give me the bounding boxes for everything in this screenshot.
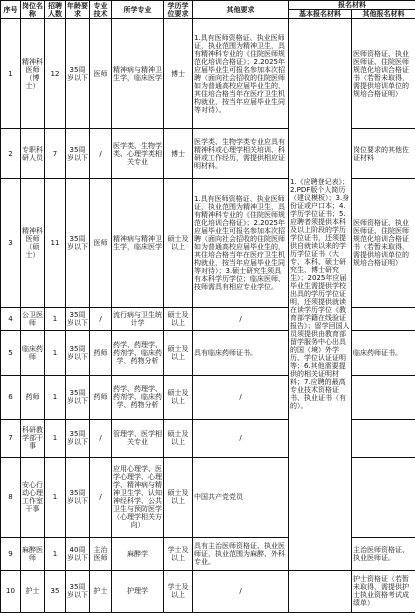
- cell-seq: 4: [1, 308, 21, 331]
- cell-major: 管理学、医学相关专业: [112, 419, 164, 457]
- cell-position: 科研教学部干事: [21, 419, 45, 457]
- header-degree: 学历学位要求: [164, 1, 193, 19]
- cell-other-materials: [352, 375, 415, 419]
- cell-other: 1.具有医师资格证、执业医师证，执业范围为精神卫生，具有精神科专业的《住院医师规范化培训合格证》；2.2025年应届毕业生可报名参加本次招聘（面向社会招收的住院医师如为普通高校应届毕业生的，其住培合格当年在医疗卫生机构就业，按当年应届毕业生同等对待）。: [193, 19, 289, 129]
- cell-other: 具有临床药师证书。: [193, 331, 289, 375]
- cell-count: 1: [45, 308, 66, 331]
- cell-degree: 硕士及以上: [164, 331, 193, 375]
- cell-basic-materials: 1.《应聘登记表》；2.PDF版个人简历（建议模板）；3.身份证或户口本；4.学历学位证书；5.应聘者须提供本科及以上阶段的学历学位证书，还须提供自就读以来的学历学位证书（大专、本科、硕士研究生、博士研究生）；2025年应届毕业生需提供学校出具的学历学位证明，还须提供就读在读学历学位《教育部学籍在线验证报告》；留学回国人员须提供由教育部留学服务中心出具的国（境）外学历、学位认证证明等；6.其他需要提供的相关证明材料；7.应聘的最高专业技术资格证书、执业证书（有的）。: [289, 19, 352, 571]
- cell-title: 医师: [90, 19, 112, 129]
- cell-age: 35周岁以下: [66, 331, 90, 375]
- cell-age: 35周岁以下: [66, 129, 90, 179]
- header-materials: 报名材料: [289, 1, 415, 10]
- table-row: [1, 179, 415, 308]
- cell-position: 护士: [21, 570, 45, 612]
- cell-seq: 7: [1, 419, 21, 457]
- cell-title: 药师: [90, 375, 112, 419]
- header-age: 年龄要求: [67, 1, 88, 18]
- cell-major: 应用心理学、医学心理学、心理学、精神病与精神卫生学、认知神经科学、公共卫生与预防医学（心理学相关方向）: [112, 457, 164, 537]
- cell-count: 1: [45, 331, 66, 375]
- cell-major: 医学类、生物学类、心理学类相关专业: [112, 129, 164, 179]
- cell-degree: 硕士及以上: [164, 419, 193, 457]
- cell-seq: 9: [1, 537, 21, 570]
- cell-position: 麻醉医师: [21, 537, 45, 570]
- cell-basic-materials-empty: [289, 570, 352, 612]
- cell-other: /: [193, 419, 289, 457]
- table-row: [1, 457, 415, 537]
- cell-major: 麻醉学: [112, 537, 164, 570]
- cell-other: 医学类、生物学类专业应具有精神科或心理学相关培训、科研或工作经历，需提供相应证明材料。: [193, 129, 289, 179]
- cell-age: 35周岁以下: [66, 308, 90, 331]
- table-row: [1, 570, 415, 612]
- cell-seq: 5: [1, 331, 21, 375]
- cell-seq: 10: [1, 570, 21, 612]
- cell-other: 1.具有医师资格证、执业医师证，执业范围为精神卫生，具有精神科专业的《住院医师规范化培训合格证》；2.2025年应届毕业生可报名参加本次招聘（面向社会招收的住院医师如为普通高校应届毕业生的，其住培合格当年在医疗卫生机构就业，按当年应届毕业生同等对待）；3.硕士研究生须具有本科学历学位；临床医师、技师需具有相应专业学位。: [193, 179, 289, 308]
- cell-age: 35周岁以下: [66, 457, 90, 537]
- table-row: [1, 129, 415, 179]
- cell-age: 35周岁以下: [66, 419, 90, 457]
- header-major: 所学专业: [112, 1, 164, 19]
- cell-count: 7: [45, 129, 66, 179]
- cell-degree: 学士及以上: [164, 570, 193, 612]
- cell-title: /: [90, 457, 112, 537]
- cell-other-materials: [352, 419, 415, 457]
- cell-other: 具有主治医师资格证、执业医师证，执业范围为麻醉、外科专业。: [193, 537, 289, 570]
- table-row: [1, 331, 415, 375]
- cell-count: 35: [45, 570, 66, 612]
- header-basic-materials: 基本报名材料: [289, 10, 352, 19]
- cell-title: /: [90, 129, 112, 179]
- cell-seq: 6: [1, 375, 21, 419]
- cell-count: 1: [45, 537, 66, 570]
- table-row: [1, 375, 415, 419]
- cell-seq: 8: [1, 457, 21, 537]
- cell-major: 精神病与精神卫生学，临床医学: [112, 19, 164, 129]
- header-other: 其他要求: [193, 1, 289, 19]
- cell-seq: 1: [1, 19, 21, 129]
- cell-degree: 硕士及以上: [164, 179, 193, 308]
- cell-other: 中国共产党党员: [193, 457, 289, 537]
- header-other-materials: 其他报名材料: [352, 10, 415, 19]
- cell-degree: 博士: [164, 129, 193, 179]
- cell-title: 护士: [90, 570, 112, 612]
- header-count: 招聘人数: [45, 1, 66, 19]
- cell-position: 临床药师: [21, 331, 45, 375]
- cell-seq: 2: [1, 129, 21, 179]
- cell-degree: 学士及以上: [164, 537, 193, 570]
- cell-other-materials: 医师资格证、执业医师证、住院医师规范化培训合格证书（若暂未取得，需提供培训单位的规培合格证明）: [352, 19, 415, 129]
- cell-other-materials: [352, 308, 415, 331]
- cell-age: 40周岁以下: [66, 537, 90, 570]
- cell-age: 35周岁以下: [66, 375, 90, 419]
- cell-position: 精神科医师（博士）: [21, 19, 45, 129]
- cell-position: 公卫医师: [21, 308, 45, 331]
- cell-degree: 硕士及以上: [164, 375, 193, 419]
- cell-age: 35周岁以下: [66, 570, 90, 612]
- cell-other-materials: 主治医师资格证、执业医师证。: [352, 537, 415, 570]
- table-row: [1, 19, 415, 129]
- cell-other-materials: 护士资格证（若暂未取得，需提供护士执业资格考试成绩单）: [352, 570, 415, 612]
- table-row: [1, 537, 415, 570]
- cell-major: 护理学: [112, 570, 164, 612]
- cell-other-materials: 医师资格证、执业医师证、住院医师规范化培训合格证书（若暂未取得，需提供培训单位的规培合格证明）: [352, 179, 415, 308]
- cell-seq: 3: [1, 179, 21, 308]
- cell-other: /: [193, 375, 289, 419]
- cell-position: 精神科医师（硕士）: [21, 179, 45, 308]
- cell-major: 药学、药理学、药剂学、临床药学、药物分析: [112, 331, 164, 375]
- cell-age: 35周岁以下: [66, 19, 90, 129]
- cell-position: 安心行动心理工作室干事: [21, 457, 45, 537]
- cell-position: 专职科研人员: [21, 129, 45, 179]
- cell-count: 11: [45, 179, 66, 308]
- cell-other-materials: 临床药师证书。: [352, 331, 415, 375]
- cell-degree: 硕士及以上: [164, 457, 193, 537]
- cell-major: 精神病与精神卫生学，临床医学: [112, 179, 164, 308]
- header-seq: 序号: [1, 1, 21, 19]
- cell-count: 1: [45, 375, 66, 419]
- header-position: 岗位名称: [22, 1, 43, 18]
- cell-title: 主治医师: [90, 537, 112, 570]
- cell-age: 35周岁以下: [66, 179, 90, 308]
- cell-major: 药学、药理学、药剂学、临床药学、药物分析: [112, 375, 164, 419]
- table-row: [1, 308, 415, 331]
- table-row: [1, 419, 415, 457]
- cell-degree: 硕士及以上: [164, 308, 193, 331]
- cell-degree: 博士: [164, 19, 193, 129]
- header-title: 专业技术: [90, 1, 112, 19]
- cell-major: 流行病与卫生统计学: [112, 308, 164, 331]
- cell-title: /: [90, 308, 112, 331]
- cell-other: /: [193, 308, 289, 331]
- cell-count: 1: [45, 419, 66, 457]
- cell-count: 1: [45, 457, 66, 537]
- cell-title: /: [90, 419, 112, 457]
- cell-position: 药师: [21, 375, 45, 419]
- cell-other-materials: 岗位要求的其他佐证材料: [352, 129, 415, 179]
- cell-count: 12: [45, 19, 66, 129]
- cell-other-materials: [352, 457, 415, 537]
- cell-other: /: [193, 570, 289, 612]
- cell-title: 医师: [90, 179, 112, 308]
- cell-title: 药师: [90, 331, 112, 375]
